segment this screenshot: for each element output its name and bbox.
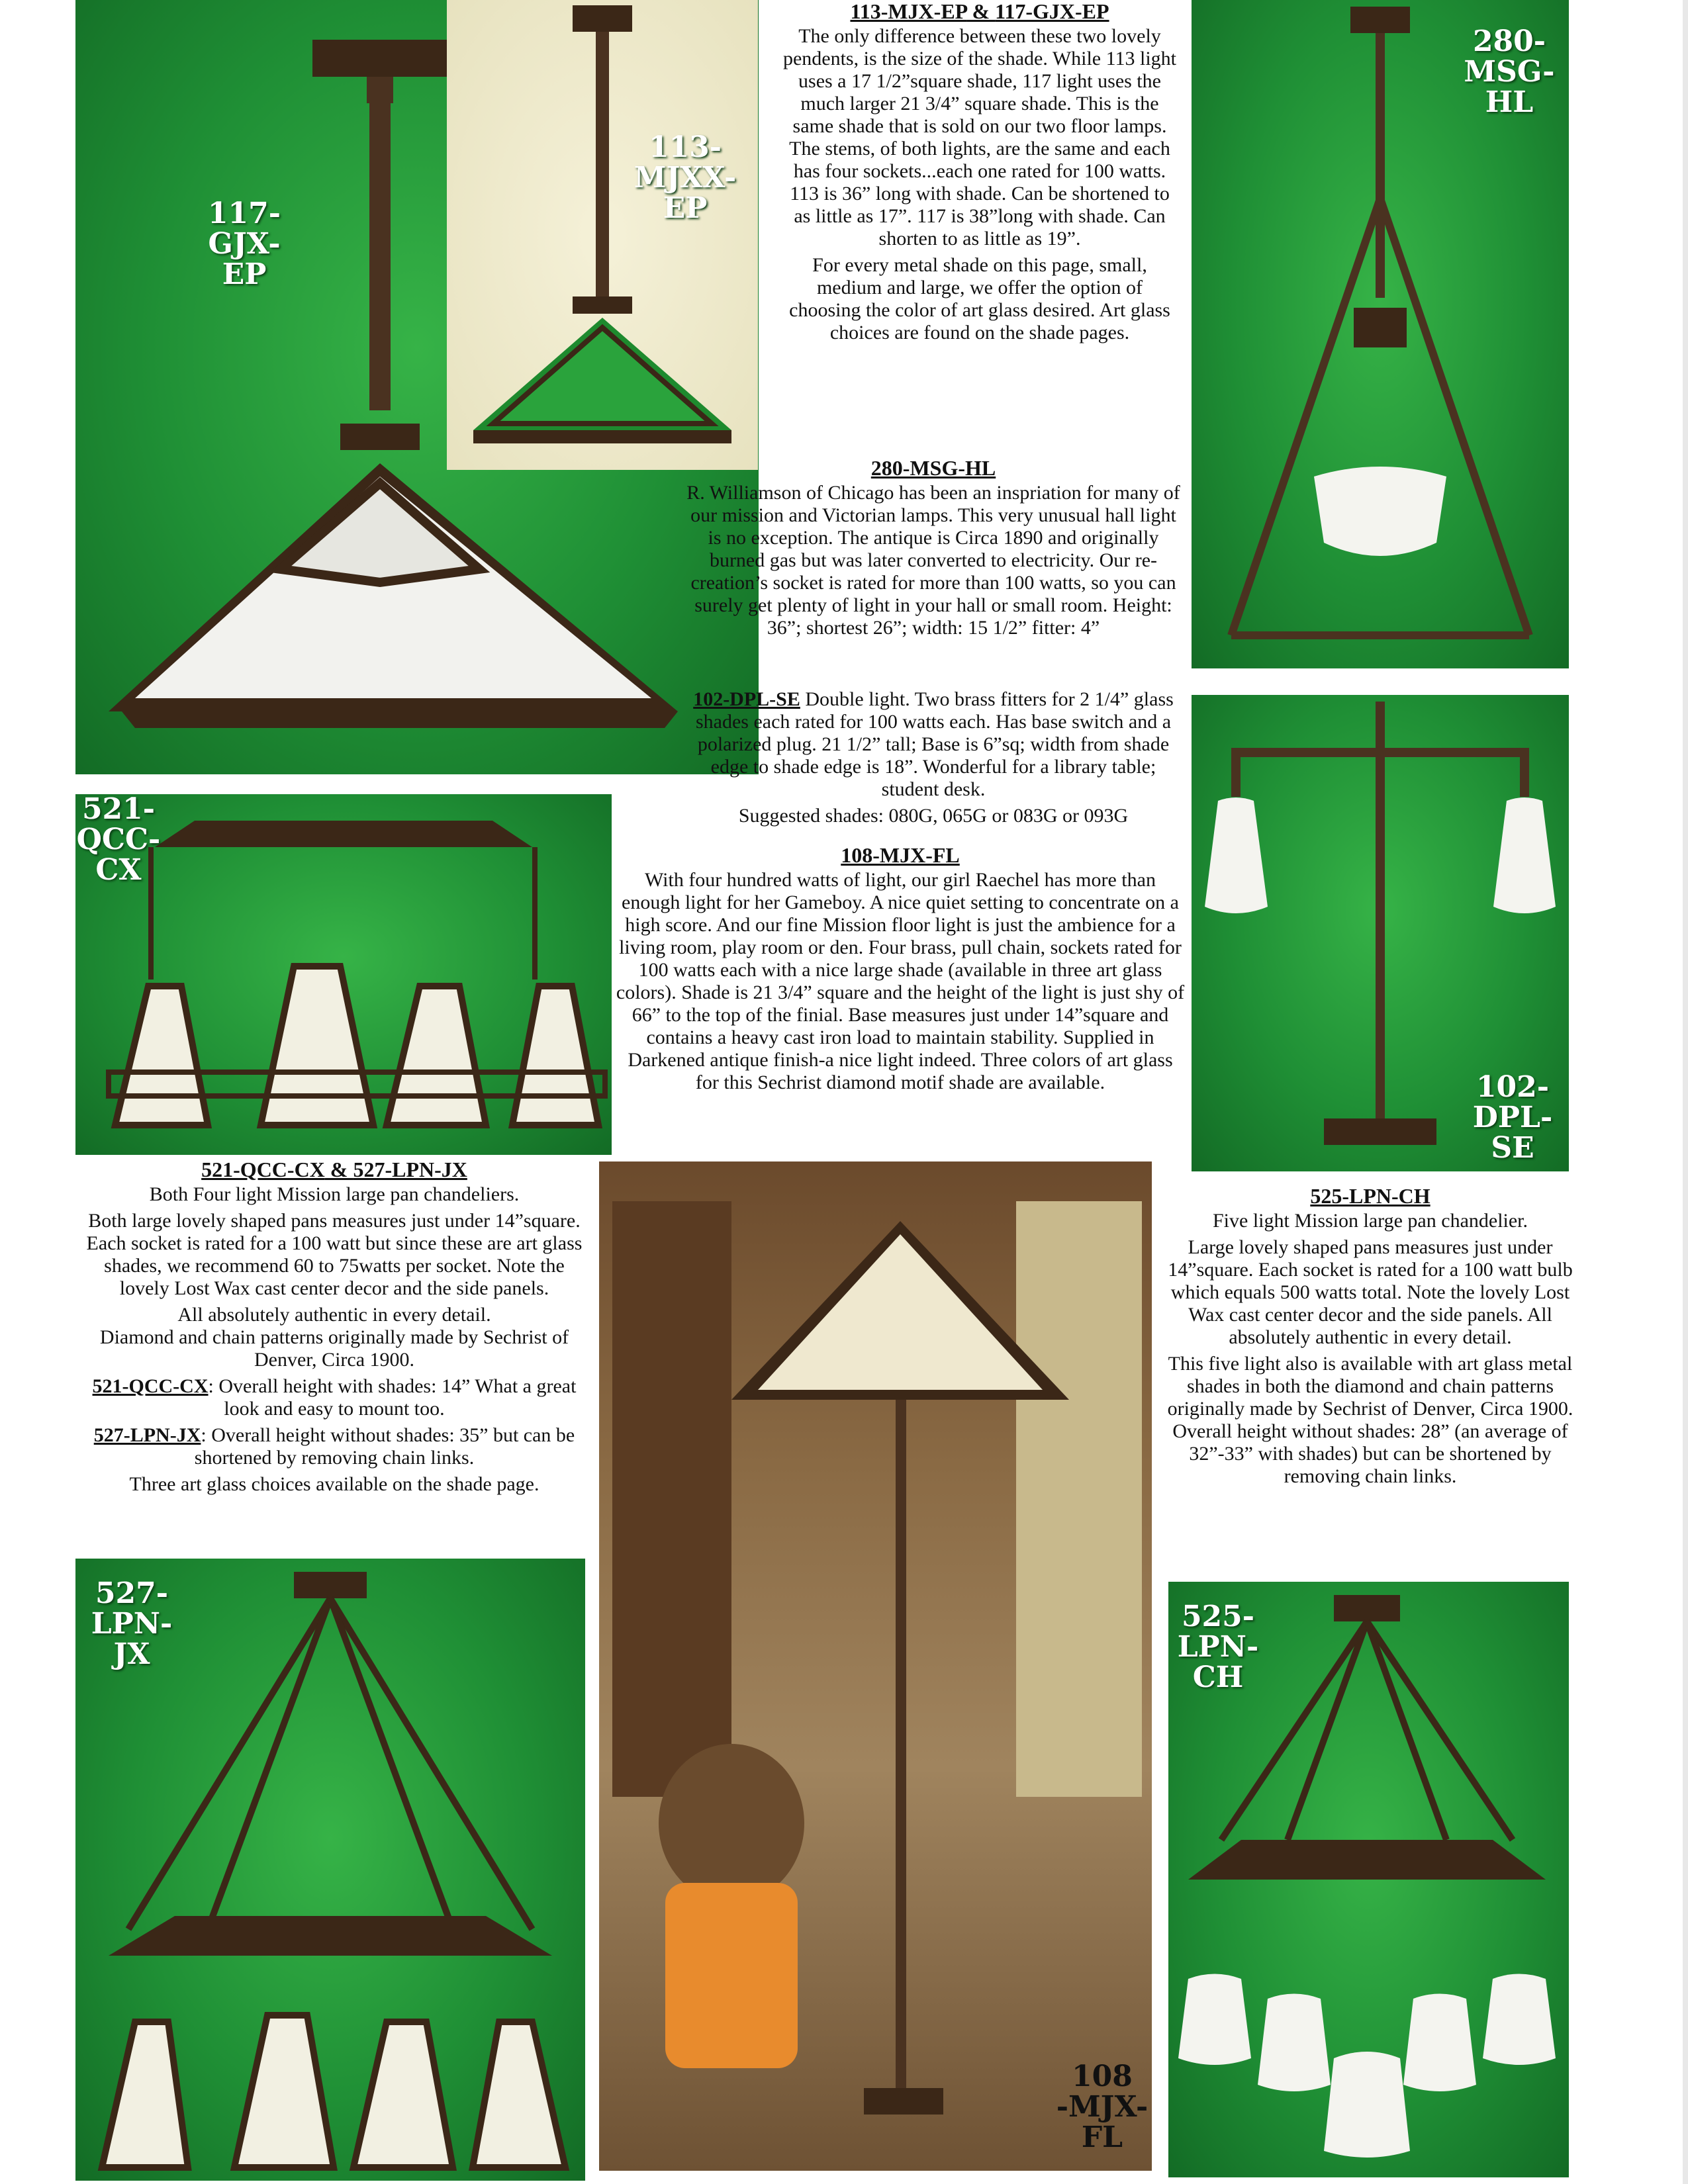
chandeliers-item-1-code: 521-QCC-CX — [92, 1375, 209, 1397]
double-para-text: Double light. Two brass fitters for 2 1/4” glass shades each rated for 100 watts each. Has base switch and a polarized plug. 21 1/2” tall; Base is 6”sq; width from shade edge to shade edge is 18”. Wonderful for a library table; student desk. — [695, 688, 1174, 800]
double-suggested: Suggested shades: 080G, 065G or 083G or 093G — [738, 805, 1129, 827]
pendants-heading-b: 117-GJX-EP — [995, 0, 1109, 23]
pendants-heading-a: 113-MJX-EP — [850, 0, 967, 23]
text-pendants — [781, 0, 1178, 348]
text-chandeliers — [79, 1158, 589, 1500]
chandeliers-para-2: All absolutely authentic in every detail. — [177, 1304, 491, 1326]
text-double-light — [682, 688, 1185, 831]
label-280-msg-hl: 280- MSG- HL — [1464, 24, 1555, 119]
label-113-mjxx-ep: 113- MJXX- EP — [633, 130, 737, 225]
chandeliers-heading-b: 527-LPN-JX — [353, 1158, 467, 1181]
chandeliers-para-4: Three art glass choices available on the shade page. — [129, 1473, 539, 1495]
scan-edge — [1683, 0, 1688, 2184]
text-floor-light — [616, 844, 1185, 1098]
label-521-qcc-cx: 521- QCC- CX — [76, 794, 161, 887]
photo-521-qcc-cx — [75, 794, 612, 1155]
photo-108-mjx-fl — [599, 1161, 1152, 2171]
photo-280-msg-hl — [1192, 0, 1569, 668]
photo-527-lpn-jx — [75, 1559, 585, 2181]
chandeliers-heading-amp: & — [324, 1158, 353, 1181]
photo-113-mjxx-ep — [447, 0, 758, 470]
chandeliers-item-2 — [79, 1424, 589, 1469]
text-hall-light — [682, 457, 1185, 643]
chandeliers-line-1: Both Four light Mission large pan chandeliers. — [149, 1183, 520, 1205]
label-527-lpn-jx: 527- LPN- JX — [91, 1576, 173, 1671]
text-five-light — [1158, 1185, 1582, 1492]
five-light-line-1: Five light Mission large pan chandelier. — [1212, 1210, 1528, 1232]
label-102-dpl-se: 102- DPL- SE — [1472, 1070, 1553, 1165]
chandeliers-item-2-code: 527-LPN-JX — [93, 1424, 201, 1446]
label-108-mjx-fl: 108 -MJX- FL — [1056, 2060, 1149, 2154]
photo-102-dpl-se — [1192, 695, 1569, 1171]
pendants-heading-amp: & — [966, 0, 996, 23]
five-light-para-2: This five light also is available with art glass metal shades in both the diamond and chain patterns originally made by Sechrist of Denver, Circa 1900. — [1167, 1353, 1573, 1420]
five-light-heading: 525-LPN-CH — [1310, 1184, 1430, 1208]
chandeliers-heading-a: 521-QCC-CX — [201, 1158, 325, 1181]
label-117-gjx-ep: 117- GJX- EP — [207, 197, 281, 291]
chandeliers-heading — [79, 1158, 589, 1181]
chandeliers-item-1 — [79, 1375, 589, 1420]
pendants-heading — [781, 0, 1178, 23]
five-light-para-3: Overall height without shades: 28” (an average of 32”-33” with shades) but can be shortened by removing chain links. — [1172, 1420, 1568, 1487]
pendants-para-1: The only difference between these two lovely pendents, is the size of the shade. While 113 light uses a 17 1/2”square shade, 117 light uses the much larger 21 3/4” square shade. This is the same shade that is sold on our two floor lamps. The stems, of both lights, are the same and each has four sockets...each one rated for 100 watts. 113 is 36” long with shade. Can be shortened to as little as 17”. 117 is 38”long with shade. Can shorten to as little as 19”. — [782, 25, 1177, 250]
hall-heading: 280-MSG-HL — [870, 456, 996, 480]
label-525-lpn-ch: 525- LPN- CH — [1177, 1600, 1259, 1694]
floor-para: With four hundred watts of light, our girl Raechel has more than enough light for her Gameboy. A nice quiet setting to concentrate on a high score. And our fine Mission floor light is just the ambience for a living room, play room or den. Four brass, pull chain, sockets rated for 100 watts each with a nice large shade (available in three art glass colors). Shade is 21 3/4” square and the height of the light is just shy of 66” to the top of the finial. Base measures just under 14”square and contains a heavy cast iron load to maintain stability. Supplied in Darkened antique finish-a nice light indeed. Three colors of art glass for this Sechrist diamond motif shade are available. — [616, 869, 1185, 1093]
double-heading: 102-DPL-SE — [693, 688, 800, 710]
five-light-para-1: Large lovely shaped pans measures just under 14”square. Each socket is rated for a 100 watt bulb which equals 500 watts total. Note the lovely Lost Wax cast center decor and the side panels. All absolutely authentic in every detail. — [1168, 1236, 1573, 1348]
hall-para: R. Williamson of Chicago has been an inspriation for many of our mission and Victorian lamps. This very unusual hall light is no exception. The antique is Circa 1890 and originally burned gas but was later converted to electricity. Our re-creation’s socket is rated for more than 100 watts, so you can surely get plenty of light in your hall or small room. Height: 36”; shortest 26”; width: 15 1/2” fitter: 4” — [686, 482, 1180, 639]
chandeliers-item-1-text: : Overall height with shades: 14” What a great look and easy to mount too. — [208, 1375, 577, 1420]
photo-525-lpn-ch — [1168, 1582, 1569, 2177]
pendant-small-illustration — [447, 0, 758, 470]
double-para — [682, 688, 1185, 801]
pendants-para-2: For every metal shade on this page, small, medium and large, we offer the option of choosing the color of art glass desired. Art glass choices are found on the shade pages. — [789, 254, 1170, 343]
chandeliers-para-1: Both large lovely shaped pans measures just under 14”square. Each socket is rated for a 100 watt but since these are art glass shades, we recommend 60 to 75watts per socket. Note the lovely Lost Wax cast center decor and the side panels. — [86, 1210, 583, 1299]
floor-heading: 108-MJX-FL — [841, 843, 960, 867]
floor-lamp-scene-illustration — [599, 1161, 1152, 2171]
chandeliers-para-3: Diamond and chain patterns originally made by Sechrist of Denver, Circa 1900. — [99, 1326, 569, 1371]
chandeliers-item-2-text: : Overall height without shades: 35” but can be shortened by removing chain links. — [194, 1424, 575, 1469]
